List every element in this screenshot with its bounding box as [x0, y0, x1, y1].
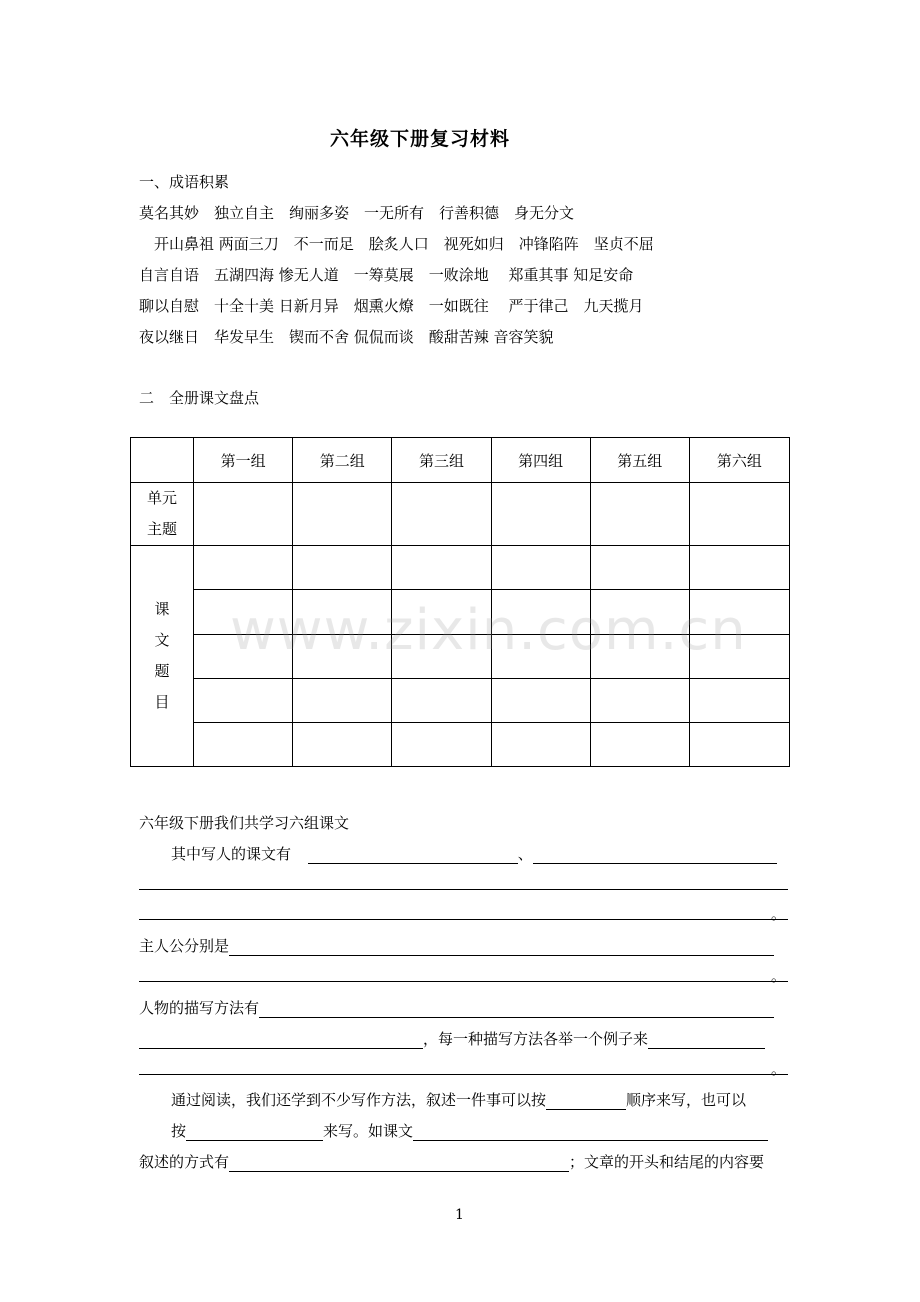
table-cell[interactable]: [293, 483, 392, 546]
blank-line[interactable]: [229, 1154, 569, 1172]
page-number: 1: [455, 1207, 464, 1223]
table-cell[interactable]: [194, 546, 293, 590]
table-cell[interactable]: [491, 546, 590, 590]
row-header-titles: [131, 546, 194, 767]
table-cell[interactable]: [590, 723, 689, 767]
table-cell[interactable]: [689, 546, 789, 590]
table-cell[interactable]: [293, 679, 392, 723]
table-cell[interactable]: [590, 483, 689, 546]
table-cell[interactable]: [293, 546, 392, 590]
column-header: 第六组: [689, 438, 789, 483]
fill-in-writing-order: [171, 1089, 746, 1110]
column-header: 第五组: [590, 438, 689, 483]
fill-in-protagonists: [139, 935, 774, 956]
row-header-text: 单元: [147, 489, 178, 507]
blank-line[interactable]: [648, 1031, 765, 1049]
column-header: 第二组: [293, 438, 392, 483]
label-text: 主人公分别是: [139, 937, 230, 955]
label-text: ；文章的开头和结尾的内容要: [569, 1153, 765, 1171]
section1-heading: 一、成语积累: [139, 173, 230, 191]
blank-line[interactable]: [139, 981, 788, 982]
table-header-row: [131, 438, 790, 483]
blank-line[interactable]: [546, 1092, 626, 1110]
row-header-text: 主题: [147, 520, 178, 538]
fill-in-description-methods: [139, 997, 774, 1018]
row-header-text: 文: [154, 631, 170, 649]
table-cell[interactable]: [392, 483, 491, 546]
period-text: 。: [771, 1060, 787, 1078]
blank-line[interactable]: [139, 889, 788, 890]
table-cell[interactable]: [590, 546, 689, 590]
table-cell[interactable]: [392, 723, 491, 767]
blank-line[interactable]: [139, 1031, 423, 1049]
fill-in-examples: [139, 1028, 765, 1049]
blank-line[interactable]: [413, 1123, 768, 1141]
table-cell[interactable]: [392, 546, 491, 590]
label-text: 按: [171, 1122, 187, 1140]
fill-in-narration: [139, 1151, 764, 1172]
row-header-text: 题: [154, 662, 170, 680]
table-row: [131, 546, 790, 590]
idiom-row: 自言自语 五湖四海 惨无人道 一筹莫展 一败涂地 郑重其事 知足安命: [139, 266, 634, 284]
period-text: 。: [771, 905, 787, 923]
row-header-text: 课: [154, 600, 170, 618]
blank-line[interactable]: [259, 1000, 774, 1018]
blank-line[interactable]: [139, 1074, 788, 1075]
idiom-row: 夜以继日 华发早生 锲而不舍 侃侃而谈 酸甜苦辣 音容笑貌: [139, 328, 554, 346]
table-cell[interactable]: [293, 723, 392, 767]
corner-cell: [131, 438, 194, 483]
table-cell[interactable]: [590, 679, 689, 723]
table-row: [131, 483, 790, 546]
table-cell[interactable]: [194, 483, 293, 546]
watermark: www.zixin.com.cn: [230, 598, 747, 663]
section2-heading: 二 全册课文盘点: [139, 389, 260, 407]
row-header-text: 目: [154, 693, 170, 711]
column-header: 第四组: [491, 438, 590, 483]
idiom-row: 莫名其妙 独立自主 绚丽多姿 一无所有 行善积德 身无分文: [139, 204, 575, 222]
page-title: 六年级下册复习材料: [329, 128, 510, 150]
paragraph-intro: 六年级下册我们共学习六组课文: [139, 814, 350, 832]
table-row: [131, 723, 790, 767]
table-cell[interactable]: [689, 679, 789, 723]
table-cell[interactable]: [491, 723, 590, 767]
label-text: 叙述的方式有: [139, 1153, 230, 1171]
blank-line[interactable]: [533, 846, 777, 864]
row-header-theme: [131, 483, 194, 546]
table-row: [131, 679, 790, 723]
column-header: 第一组: [194, 438, 293, 483]
blank-line[interactable]: [229, 938, 774, 956]
table-cell[interactable]: [392, 679, 491, 723]
fill-in-example-lesson: [171, 1120, 768, 1141]
table-cell[interactable]: [689, 723, 789, 767]
blank-line[interactable]: [186, 1123, 323, 1141]
label-text: 通过阅读，我们还学到不少写作方法，叙述一件事可以按: [171, 1091, 547, 1109]
table-cell[interactable]: [194, 723, 293, 767]
idiom-row: 开山鼻祖 两面三刀 不一而足 脍炙人口 视死如归 冲锋陷阵 坚贞不屈: [139, 235, 654, 253]
comma-text: 、: [517, 845, 533, 863]
label-text: 其中写人的课文有: [171, 845, 292, 863]
label-text: ，每一种描写方法各举一个例子来: [423, 1030, 649, 1048]
fill-in-people-lessons: [171, 843, 777, 864]
table-cell[interactable]: [194, 679, 293, 723]
label-text: 人物的描写方法有: [139, 999, 260, 1017]
table-cell[interactable]: [491, 679, 590, 723]
period-text: 。: [771, 967, 787, 985]
idiom-row: 聊以自慰 十全十美 日新月异 烟熏火燎 一如既往 严于律己 九天揽月: [139, 297, 644, 315]
blank-line[interactable]: [308, 846, 518, 864]
column-header: 第三组: [392, 438, 491, 483]
label-text: 来写。如课文: [323, 1122, 414, 1140]
table-cell[interactable]: [689, 483, 789, 546]
label-text: 顺序来写，也可以: [626, 1091, 747, 1109]
table-cell[interactable]: [491, 483, 590, 546]
blank-line[interactable]: [139, 919, 788, 920]
